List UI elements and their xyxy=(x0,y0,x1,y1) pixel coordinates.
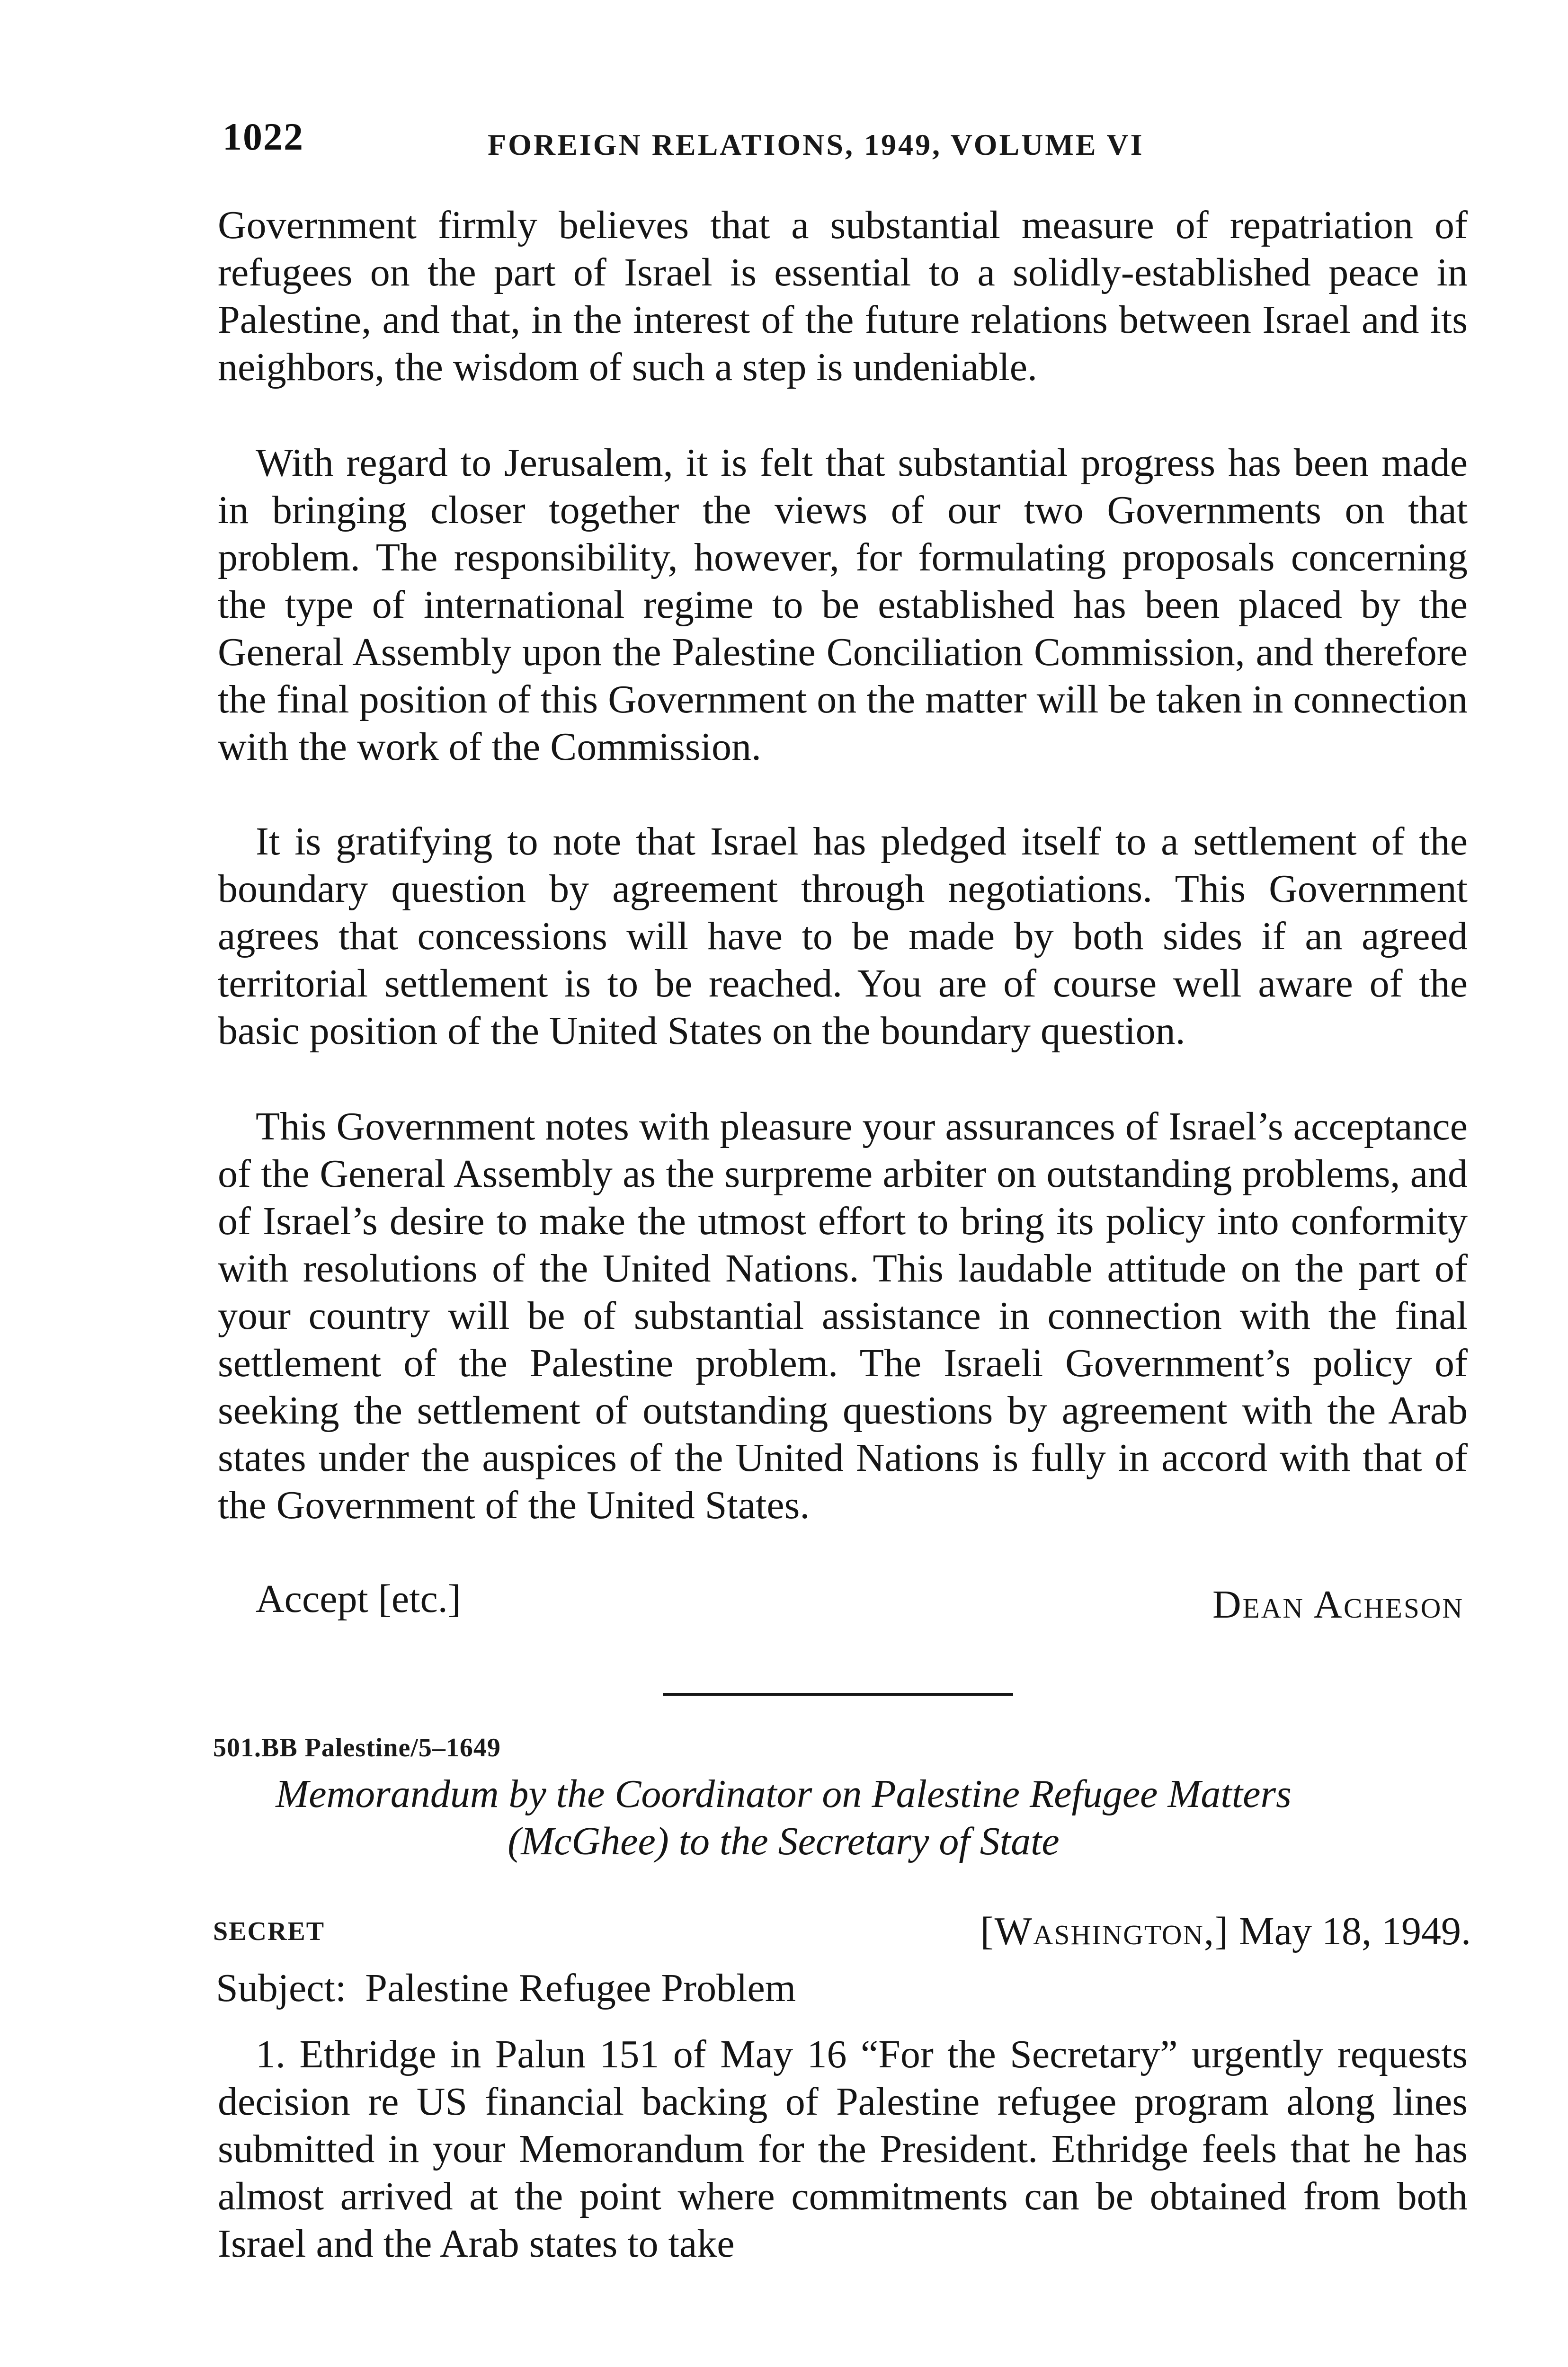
page-number: 1022 xyxy=(223,115,304,158)
memo-title-line-1: Memorandum by the Coordinator on Palestine Refugee Matters xyxy=(276,1772,1292,1816)
subject-text: Palestine Refugee Problem xyxy=(365,1966,796,2010)
body-paragraph-2: With regard to Jerusalem, it is felt that substantial progress has been made in bringing closer together the views of our two Governments on that problem. The responsibility, however, for formulating proposals concerning the type of international regime to be established has been placed by the General Assembly upon the Palestine Conciliation Commission, and therefore the final position of this Government on the matter will be taken in connection with the work of the Commission. xyxy=(218,441,1468,769)
classification-label: SECRET xyxy=(213,1917,325,1946)
dateline-place: [Washington,] xyxy=(980,1909,1229,1953)
memo-title xyxy=(142,1771,1425,1865)
page-header xyxy=(223,117,1463,169)
body-paragraph-3: It is gratifying to note that Israel has pledged itself to a settlement of the boundary question by agreement through negotiations. This Government agrees that concessions will have to be made by both sides if an agreed territorial settlement is to be reached. You are of course well aware of the basic position of the United States on the boundary question. xyxy=(218,819,1468,1053)
memo-paragraph-1: 1. Ethridge in Palun 151 of May 16 “For the Secretary” urgently requests decision re US financial backing of Palestine refugee program along lines submitted in your Memorandum for the President. Ethridge feels that he has almost arrived at the point where commitments can be obtained from both Israel and the Arab states to take xyxy=(218,2032,1468,2266)
signature: Dean Acheson xyxy=(1212,1583,1464,1627)
subject-label: Subject: xyxy=(216,1966,347,2010)
dateline xyxy=(980,1908,1471,1955)
closing-line: Accept [etc.] xyxy=(256,1577,461,1621)
subject-line xyxy=(216,1965,796,2012)
body-paragraph-1: Government firmly believes that a substantial measure of repatriation of refugees on the part of Israel is essential to a solidly-established peace in Palestine, and that, in the interest of the future relations between Israel and its neighbors, the wisdom of such a step is undeniable. xyxy=(218,203,1468,389)
file-reference: 501.BB Palestine/5–1649 xyxy=(213,1733,501,1762)
section-divider xyxy=(663,1693,1013,1696)
memo-title-line-2: (McGhee) to the Secretary of State xyxy=(508,1819,1060,1863)
running-head: FOREIGN RELATIONS, 1949, VOLUME VI xyxy=(488,128,1144,161)
body-paragraph-4: This Government notes with pleasure your assurances of Israel’s acceptance of the General Assembly as the surpreme arbiter on outstanding problems, and of Israel’s desire to make the utmost effort to bring its policy into conformity with resolutions of the United Nations. This laudable attitude on the part of your country will be of substantial assistance in connection with the final settlement of the Palestine problem. The Israeli Government’s policy of seeking the settlement of outstanding questions by agreement with the Arab states under the auspices of the United Nations is fully in accord with that of the Government of the United States. xyxy=(218,1104,1468,1527)
dateline-date: May 18, 1949. xyxy=(1239,1909,1471,1953)
